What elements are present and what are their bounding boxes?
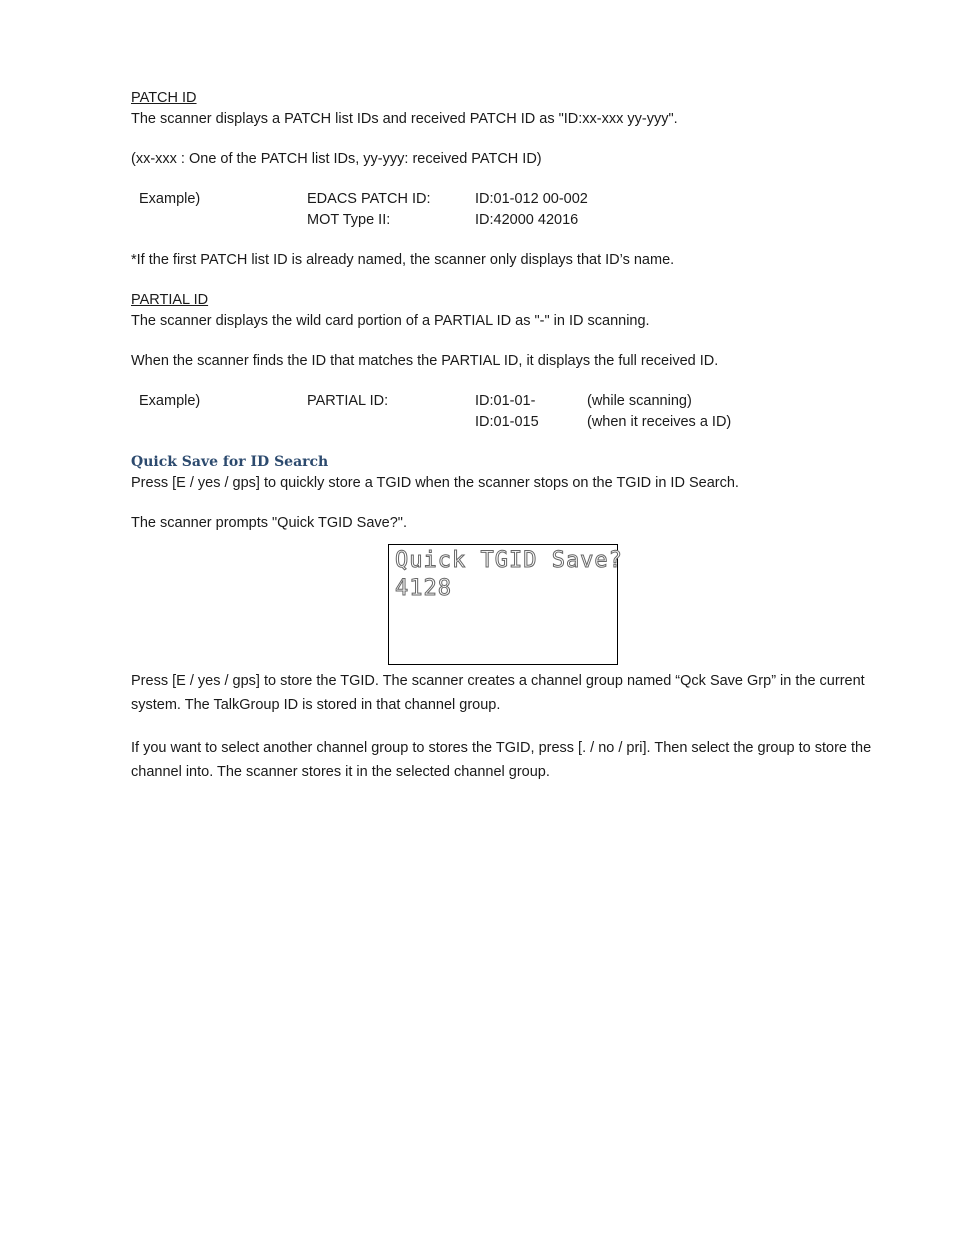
- example-row-label: EDACS PATCH ID:: [307, 191, 431, 207]
- lcd-line-1: Quick TGID Save?: [395, 548, 623, 573]
- patch-id-description: The scanner displays a PATCH list IDs and received PATCH ID as "ID:xx-xxx yy-yyy".: [131, 111, 678, 127]
- example-row-label: PARTIAL ID:: [307, 393, 389, 409]
- quick-save-title: Quick Save for ID Search: [131, 454, 329, 470]
- example-row-note: (when it receives a ID): [587, 414, 732, 430]
- lcd-display: [388, 544, 623, 665]
- example-row-note: (while scanning): [587, 393, 692, 409]
- example-row-value: ID:42000 42016: [475, 212, 579, 228]
- quick-save-store-paragraph: Press [E / yes / gps] to store the TGID. The scanner creates a channel group named “Qck Save Grp” in the current system. The TalkGroup ID is stored in that channel group.: [131, 673, 865, 713]
- patch-id-name-note: *If the first PATCH list ID is already named, the scanner only displays that ID’s name.: [131, 252, 675, 268]
- lcd-figure: [131, 544, 891, 669]
- patch-example: [131, 189, 891, 231]
- example-row-label: MOT Type II:: [307, 212, 391, 228]
- partial-id-match-note: When the scanner finds the ID that matches the PARTIAL ID, it displays the full received ID.: [131, 353, 719, 369]
- partial-id-description: The scanner displays the wild card portion of a PARTIAL ID as "-" in ID scanning.: [131, 313, 650, 329]
- patch-id-heading: PATCH ID: [131, 90, 197, 106]
- patch-id-format-note: (xx-xxx : One of the PATCH list IDs, yy-yyy: received PATCH ID): [131, 151, 542, 167]
- example-row-value: ID:01-015: [475, 414, 539, 430]
- quick-save-prompt-note: The scanner prompts "Quick TGID Save?".: [131, 515, 407, 531]
- document-page: [131, 88, 891, 803]
- quick-save-description: Press [E / yes / gps] to quickly store a TGID when the scanner stops on the TGID in ID Search.: [131, 475, 739, 491]
- partial-example: [131, 391, 891, 433]
- example-row-value: ID:01-012 00-002: [475, 191, 588, 207]
- partial-id-heading: PARTIAL ID: [131, 292, 209, 308]
- example-row-value: ID:01-01-: [475, 393, 536, 409]
- example-label: Example): [139, 191, 201, 207]
- quick-save-select-group-paragraph: If you want to select another channel group to stores the TGID, press [. / no / pri]. Then select the group to store the channel into. The scanner stores it in the selected channel group.: [131, 740, 872, 780]
- example-label: Example): [139, 393, 201, 409]
- lcd-line-2: 4128: [395, 576, 452, 601]
